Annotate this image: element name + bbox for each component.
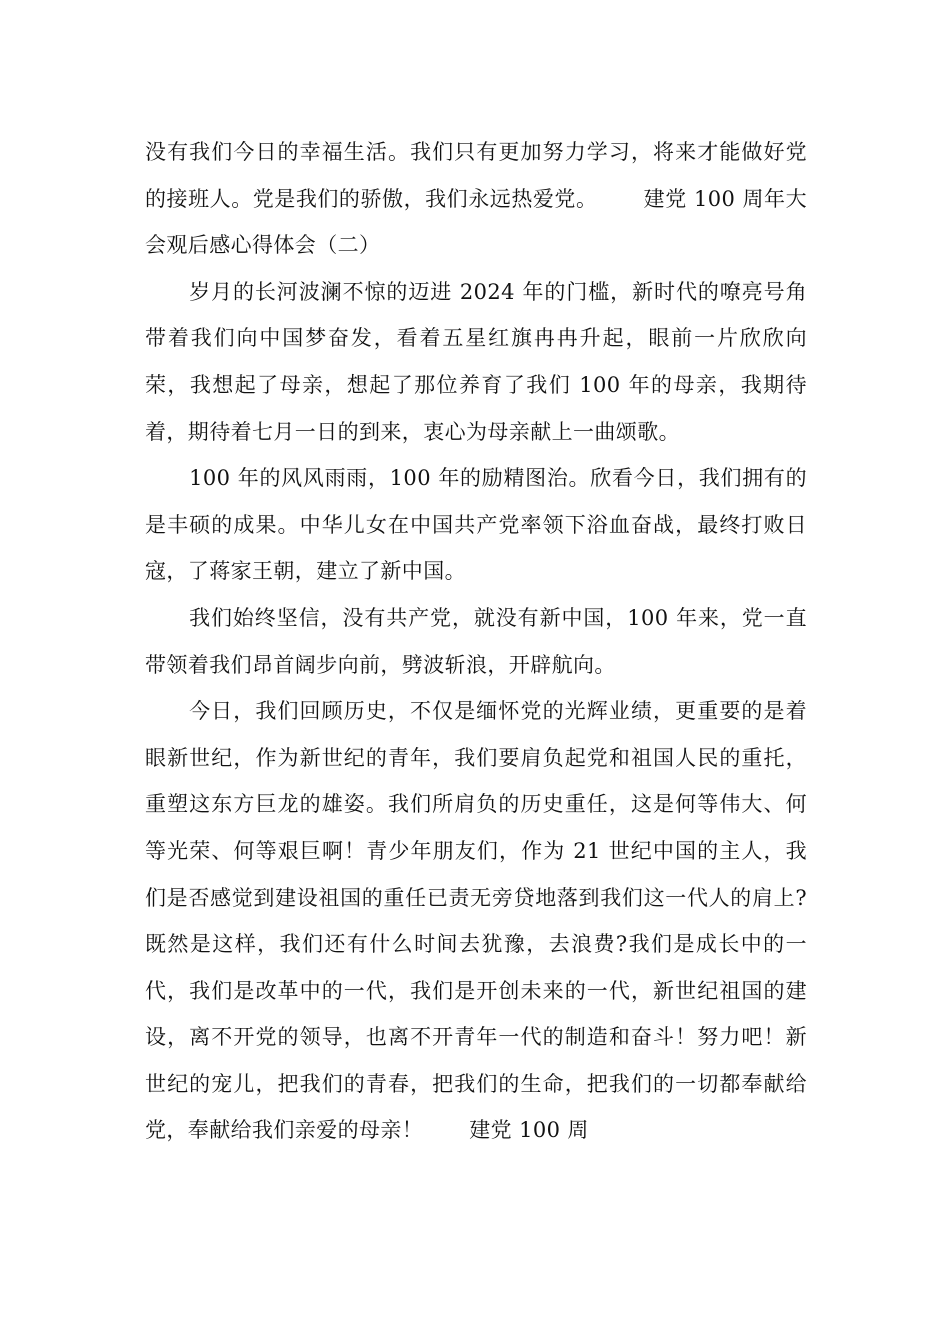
paragraph-1 [145, 269, 807, 455]
paragraph-1-text: 岁月的长河波澜不惊的迈进 2024 年的门槛，新时代的嘹亮号角带着我们向中国梦奋发，看着五星红旗冉冉升起，眼前一片欣欣向荣，我想起了母亲，想起了那位养育了我们 100 年的母亲，我期待着，期待着七月一日的到来，衷心为母亲献上一曲颂歌。 [145, 279, 807, 444]
section-heading-3-start: 建党 100 周 [469, 1118, 589, 1143]
paragraph-2-text: 100 年的风风雨雨，100 年的励精图治。欣看今日，我们拥有的是丰硕的成果。中华儿女在中国共产党率领下浴血奋战，最终打败日寇，了蒋家王朝，建立了新中国。 [145, 466, 807, 584]
section-heading-2: 建党 100 周年大会观后感心得体会（二） [145, 186, 807, 258]
paragraph-4-text: 今日，我们回顾历史，不仅是缅怀党的光辉业绩，更重要的是着眼新世纪，作为新世纪的青年，我们要肩负起党和祖国人民的重托，重塑这东方巨龙的雄姿。我们所肩负的历史重任，这是何等伟大、何等光荣、何等艰巨啊！青少年朋友们，作为 21 世纪中国的主人，我们是否感觉到建设祖国的重任已责无旁贷地落到我们这一代人的肩上?既然是这样，我们还有什么时间去犹豫，去浪费?我们是成长中的一代，我们是改革中的一代，我们是开创未来的一代，新世纪祖国的建设，离不开党的领导，也离不开青年一代的制造和奋斗！努力吧！新世纪的宠儿，把我们的青春，把我们的生命，把我们的一切都奉献给党，奉献给我们亲爱的母亲！ [145, 699, 807, 1143]
paragraph-3-text: 我们始终坚信，没有共产党，就没有新中国，100 年来，党一直带领着我们昂首阔步向前，劈波斩浪，开辟航向。 [145, 605, 807, 677]
paragraph-2 [145, 455, 807, 595]
paragraph-0-text: 没有我们今日的幸福生活。我们只有更加努力学习，将来才能做好党的接班人。党是我们的骄傲，我们永远热爱党。 [145, 140, 807, 211]
paragraph-3 [145, 595, 807, 688]
paragraph-4 [145, 688, 807, 1154]
paragraph-0 [145, 129, 807, 269]
document-body [145, 129, 807, 1154]
